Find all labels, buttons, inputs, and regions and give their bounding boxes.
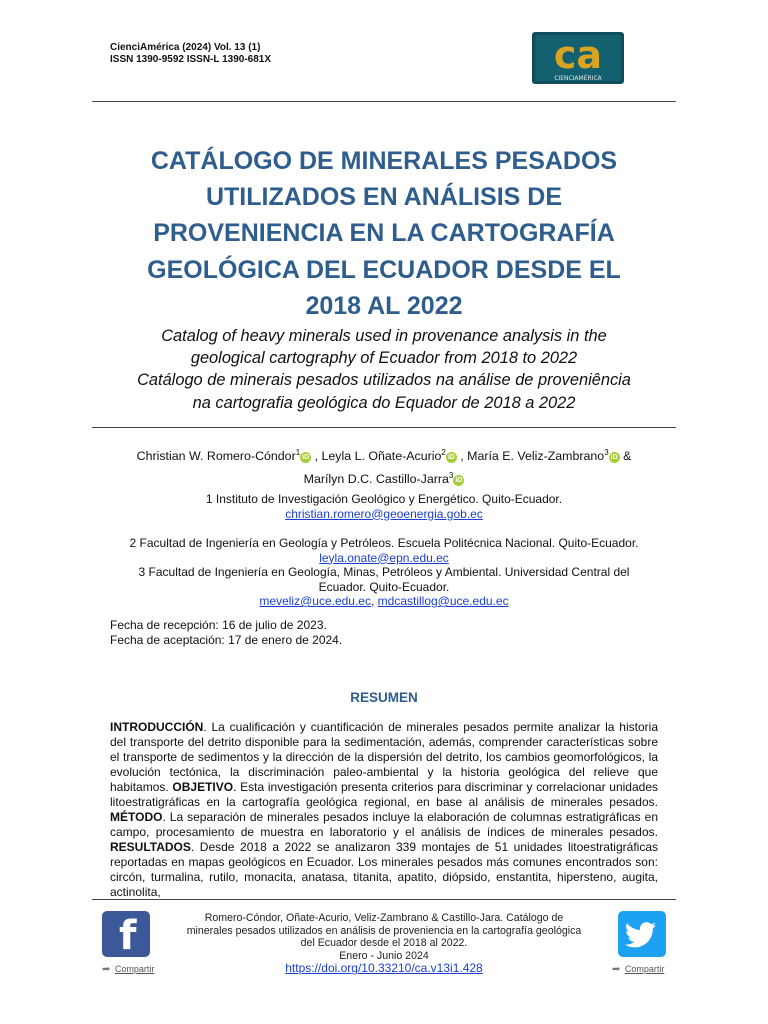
journal-issn: ISSN 1390-9592 ISSN-L 1390-681X — [110, 54, 272, 65]
email-link[interactable]: christian.romero@geoenergia.gob.ec — [285, 506, 483, 521]
subtitle-line: Catalog of heavy minerals used in provenance analysis in the — [161, 327, 607, 345]
affiliation-1 — [100, 492, 668, 521]
affiliation-text: 3 Facultad de Ingeniería en Geología, Minas, Petróleos y Ambiental. Universidad Central del — [138, 565, 630, 579]
share-arrow-icon: ➦ — [102, 964, 111, 975]
journal-logo — [532, 32, 624, 84]
twitter-share[interactable] — [612, 911, 666, 977]
share-link[interactable]: Compartir — [114, 964, 155, 974]
orcid-icon[interactable]: iD — [455, 477, 463, 485]
facebook-glyph: f — [119, 913, 137, 959]
affiliation-text: 2 Facultad de Ingeniería en Geología y Petróleos. Escuela Politécnica Nacional. Quito-Ecuador. — [129, 536, 639, 550]
author-name: , María E. Veliz-Zambrano — [460, 449, 605, 464]
subtitle-line: geological cartography of Ecuador from 2018 to 2022 — [190, 349, 578, 368]
results-label: RESULTADOS — [110, 840, 191, 854]
intro-label: INTRODUCCIÓN — [110, 720, 204, 734]
affiliation-text: 1 Instituto de Investigación Geológico y Energético. Quito-Ecuador. — [205, 492, 563, 506]
journal-volume: CienciAmérica (2024) Vol. 13 (1) — [110, 42, 261, 53]
email-link[interactable]: meveliz@uce.edu.ec — [259, 594, 371, 608]
results-text: . Desde 2018 a 2022 se analizaron 339 montajes de 51 unidades litoestratigráficas reportadas en mapas geológicos en Ecuador. Los minerales pesados más comunes encontrados son: circón, turmalina, rutilo, monacita, anatasa, titanita, apatito, diópsido, enstantita, hipersteno, augita, actinolita, — [110, 840, 658, 899]
facebook-icon[interactable] — [102, 911, 150, 957]
author-affiliation-number: 1 — [295, 448, 301, 457]
title-line: UTILIZADOS EN ANÁLISIS DE — [205, 183, 563, 212]
accepted-date: Fecha de aceptación: 17 de enero de 2024. — [110, 633, 343, 647]
journal-info — [110, 42, 271, 66]
affiliation-3 — [100, 565, 668, 609]
translated-titles — [92, 325, 676, 414]
author-ampersand: & — [619, 449, 632, 464]
orcid-icon[interactable]: iD — [302, 454, 310, 462]
author-affiliation-number: 3 — [448, 471, 454, 481]
author-name: Christian W. Romero-Cóndor — [136, 449, 296, 464]
citation-footer — [160, 912, 608, 976]
citation-line: Romero-Cóndor, Oñate-Acurio, Veliz-Zambrano & Castillo-Jara. Catálogo de — [204, 912, 564, 924]
title-line: CATÁLOGO DE MINERALES PESADOS — [150, 147, 618, 175]
share-arrow-icon: ➦ — [612, 964, 621, 975]
received-date: Fecha de recepción: 16 de julio de 2023. — [110, 618, 327, 632]
title-line: PROVENIENCIA EN LA CARTOGRAFÍA — [153, 219, 615, 248]
author-affiliation-number: 3 — [604, 448, 609, 457]
title-line: GEOLÓGICA DEL ECUADOR DESDE EL — [147, 255, 621, 284]
author-name: , Leyla L. Oñate-Acurio — [314, 449, 442, 464]
logo-caption: CIENCIAMÉRICA — [554, 75, 602, 82]
email-link[interactable]: mdcastillog@uce.edu.ec — [377, 594, 509, 608]
email-link[interactable]: leyla.onate@epn.edu.ec — [319, 550, 449, 565]
affiliation-2 — [100, 536, 668, 565]
orcid-icon[interactable]: iD — [447, 454, 455, 462]
logo-text: ca — [553, 33, 603, 77]
intro-text: . La cualificación y cuantificación de minerales pesados permite analizar la historia del transporte del detrito disponible para la sedimentación, además, comprender características sobre el transporte de sedimentos y la dirección de la dispersión del detrito, los cambios geomorfológicos, la evolución tectónica, la discriminación paleo-ambiental y la historia geológica del relieve que habitamos. — [110, 720, 658, 794]
issue-date: Enero - Junio 2024 — [339, 949, 429, 962]
method-label: MÉTODO — [110, 810, 163, 824]
objective-text: . Esta investigación presenta criterios para discriminar y correlacionar unidades litoestratigráficas en la cartografía geológica regional, en base al análisis de minerales pesados. — [110, 780, 658, 809]
objective-label: OBJETIVO — [172, 780, 234, 794]
title-line: 2018 AL 2022 — [305, 291, 463, 320]
subtitle-line: na cartografia geológica do Equador de 2018 a 2022 — [192, 393, 576, 412]
twitter-icon[interactable] — [618, 911, 666, 957]
footer-divider — [92, 899, 676, 900]
dates — [110, 618, 342, 648]
author-affiliation-number: 2 — [441, 448, 446, 457]
share-link[interactable]: Compartir — [624, 964, 665, 974]
author-name: Marílyn D.C. Castillo-Jarra — [303, 472, 449, 487]
method-text: . La separación de minerales pesados incluye la elaboración de columnas estratigráficas en campo, procesamiento de muestra en laboratorio y el análisis de índices de minerales pesados. — [110, 810, 658, 839]
header-divider — [92, 101, 676, 102]
affiliation-text: Ecuador. Quito-Ecuador. — [318, 579, 450, 594]
citation-line: minerales pesados utilizados en análisis de proveniencia en la cartografía geológica — [186, 924, 582, 937]
citation-line: del Ecuador desde el 2018 al 2022. — [300, 937, 468, 950]
subtitle-line: Catálogo de minerais pesados utilizados na análise de proveniência — [137, 371, 631, 390]
paper-title — [92, 143, 676, 324]
author-list — [100, 443, 668, 489]
title-divider — [92, 427, 676, 428]
doi-link[interactable]: https://doi.org/10.33210/ca.v13i1.428 — [285, 961, 483, 976]
abstract-body — [110, 720, 658, 900]
abstract-heading: RESUMEN — [350, 690, 418, 705]
orcid-icon[interactable]: iD — [610, 454, 618, 462]
facebook-share[interactable] — [102, 911, 154, 977]
email-separator: , — [370, 594, 378, 608]
